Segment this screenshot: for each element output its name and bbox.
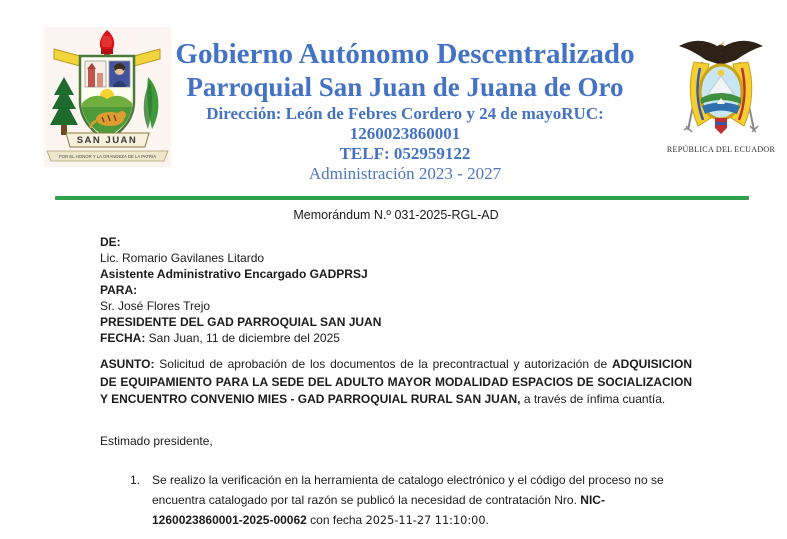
list-item-number: 1. <box>130 472 141 487</box>
org-title-line1: Gobierno Autónomo Descentralizado <box>175 38 635 70</box>
from-name: Lic. Romario Gavilanes Litardo <box>100 251 265 265</box>
to-name: Sr. José Flores Trejo <box>100 299 211 313</box>
memo-number-title: Memorándum N.º 031-2025-RGL-AD <box>293 208 499 222</box>
ecuador-coat-of-arms-icon <box>662 34 780 154</box>
subject-text-tail: a través de ínfima cuantía. <box>523 392 666 406</box>
letterhead-text <box>158 37 652 184</box>
from-label: DE: <box>100 235 121 249</box>
subject-label: ASUNTO: <box>100 357 155 371</box>
date-line <box>100 330 692 346</box>
from-title: Asistente Administrativo Encargado GADPRSJ <box>100 267 368 281</box>
list-timestamp: 2025-11-27 11:10:00 <box>365 513 486 527</box>
date-label: FECHA: <box>100 331 146 345</box>
subject-paragraph <box>100 356 692 409</box>
ecuador-caption: REPÚBLICA DEL ECUADOR <box>666 145 776 154</box>
subject-text-bold: ADQUISICION DE EQUIPAMIENTO PARA LA SEDE DEL ADULTO MAYOR MODALIDAD ESPACIOS DE SOCIALIZACION Y ENCUENTRO CONVENIO MIES - GAD PARROQUIAL RURAL SAN JUAN, <box>100 357 693 406</box>
ruc-number: 1260023860001 <box>349 124 461 143</box>
to-label: PARA: <box>100 283 138 297</box>
list-text-middle: con fecha <box>310 512 363 527</box>
address-ruc-line: Dirección: León de Febres Cordero y 24 de mayoRUC: <box>206 104 604 123</box>
list-item-text <box>152 470 692 531</box>
memo-body <box>100 207 692 531</box>
administration-line: Administración 2023 - 2027 <box>308 164 502 183</box>
subject-text-regular: Solicitud de aprobación de los documentos de la precontractual y autorización de <box>159 357 608 371</box>
to-title: PRESIDENTE DEL GAD PARROQUIAL SAN JUAN <box>100 315 382 329</box>
org-title-line2: Parroquial San Juan de Juana de Oro <box>186 72 624 102</box>
green-divider-line <box>55 196 749 200</box>
list-process-code: NIC-1260023860001-2025-00062 <box>152 492 605 527</box>
san-juan-banner-text: SAN JUAN <box>76 135 138 146</box>
phone-line: TELF: 052959122 <box>339 144 471 163</box>
salutation: Estimado presidente, <box>100 433 213 448</box>
san-juan-coat-of-arms-icon <box>44 27 171 167</box>
san-juan-motto-text: POR EL HONOR Y LA GRANDEZA DE LA PATRIA <box>58 154 157 159</box>
date-value: San Juan, 11 de diciembre del 2025 <box>148 331 340 345</box>
list-period: . <box>485 512 489 527</box>
list-text-start: Se realizo la verificación en la herramienta de catalogo electrónico y el código del proceso no se encuentra catalogado por tal razón se publicó la necesidad de contratación Nro. <box>152 472 664 507</box>
list-item <box>130 470 692 531</box>
